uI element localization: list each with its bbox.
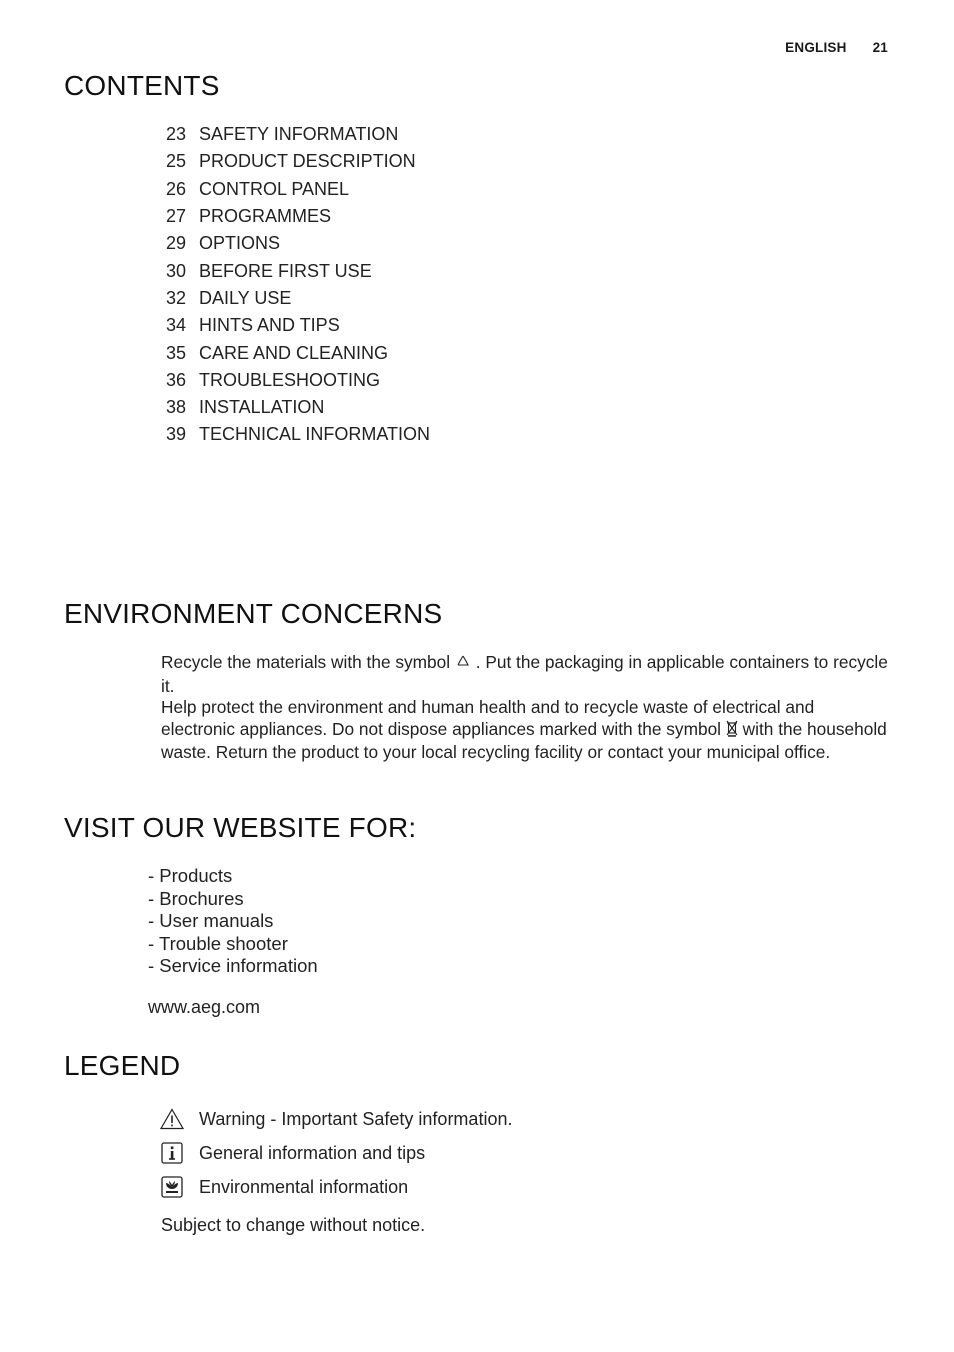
toc-label: TECHNICAL INFORMATION [199, 424, 431, 445]
website-item: - Products [148, 865, 233, 886]
environment-paragraph [161, 652, 891, 697]
table-of-contents [166, 121, 430, 449]
info-icon [160, 1141, 184, 1165]
toc-label: PROGRAMMES [199, 206, 332, 227]
env-text-part: with the household waste. Return the product to your local recycling facility or contact your municipal office. [161, 718, 887, 763]
website-url[interactable]: www.aeg.com [148, 997, 261, 1017]
env-text-part: . Put the packaging in applicable containers to recycle it. [161, 652, 888, 696]
toc-label: PRODUCT DESCRIPTION [199, 151, 416, 172]
toc-item[interactable] [166, 176, 430, 203]
toc-page: 23 [166, 124, 187, 145]
toc-label: CONTROL PANEL [199, 178, 350, 199]
toc-page: 32 [166, 287, 187, 308]
recycle-icon [455, 654, 471, 676]
toc-page: 27 [166, 206, 187, 227]
language-label: ENGLISH [785, 40, 847, 55]
change-notice: Subject to change without notice. [161, 1215, 426, 1235]
legend-title: LEGEND [64, 1050, 181, 1081]
website-title: VISIT OUR WEBSITE FOR: [64, 812, 417, 843]
toc-item[interactable] [166, 367, 430, 394]
toc-page: 30 [166, 260, 187, 281]
warning-icon [160, 1107, 184, 1131]
toc-item[interactable] [166, 230, 430, 257]
website-item: - Brochures [148, 887, 244, 909]
toc-item[interactable] [166, 394, 430, 421]
legend-item [160, 1170, 512, 1204]
contents-title: CONTENTS [64, 70, 220, 101]
toc-page: 34 [166, 315, 187, 336]
toc-page: 38 [166, 397, 187, 418]
toc-label: SAFETY INFORMATION [199, 124, 399, 145]
env-text-part: Help protect the environment and human health and to recycle waste of electrical and electronic appliances. Do not dispose appliances marked with the symbol [161, 697, 815, 739]
toc-page: 25 [166, 151, 187, 172]
environment-icon [160, 1175, 184, 1199]
website-item: - Service information [148, 955, 318, 977]
toc-item[interactable] [166, 121, 430, 148]
toc-label: DAILY USE [199, 287, 292, 308]
toc-label: INSTALLATION [199, 397, 325, 418]
legend-item [160, 1136, 512, 1170]
toc-page: 26 [166, 178, 187, 199]
environment-title: ENVIRONMENT CONCERNS [64, 598, 443, 629]
legend-list [160, 1102, 512, 1204]
toc-page: 29 [166, 233, 187, 254]
environment-paragraph [161, 697, 891, 764]
website-item: - Trouble shooter [148, 932, 288, 954]
crossed-bin-icon [726, 720, 738, 743]
toc-label: CARE AND CLEANING [199, 342, 389, 363]
website-list [148, 865, 318, 978]
toc-page: 35 [166, 342, 187, 363]
legend-item [160, 1102, 512, 1136]
legend-label: General information and tips [199, 1142, 426, 1163]
toc-item[interactable] [166, 312, 430, 339]
page-number: 21 [872, 40, 888, 55]
toc-item[interactable] [166, 148, 430, 175]
page-header [785, 40, 888, 55]
toc-page: 39 [166, 424, 187, 445]
legend-label: Environmental information [199, 1176, 409, 1197]
toc-label: BEFORE FIRST USE [199, 260, 372, 281]
toc-label: TROUBLESHOOTING [199, 369, 381, 390]
environment-text [161, 652, 891, 764]
toc-item[interactable] [166, 339, 430, 366]
toc-page: 36 [166, 369, 187, 390]
toc-item[interactable] [166, 421, 430, 448]
toc-label: OPTIONS [199, 233, 281, 254]
toc-label: HINTS AND TIPS [199, 315, 340, 336]
toc-item[interactable] [166, 257, 430, 284]
legend-label: Warning - Important Safety information. [199, 1108, 513, 1129]
env-text-part: Recycle the materials with the symbol [161, 652, 451, 672]
toc-item[interactable] [166, 285, 430, 312]
toc-item[interactable] [166, 203, 430, 230]
website-item: - User manuals [148, 910, 274, 932]
